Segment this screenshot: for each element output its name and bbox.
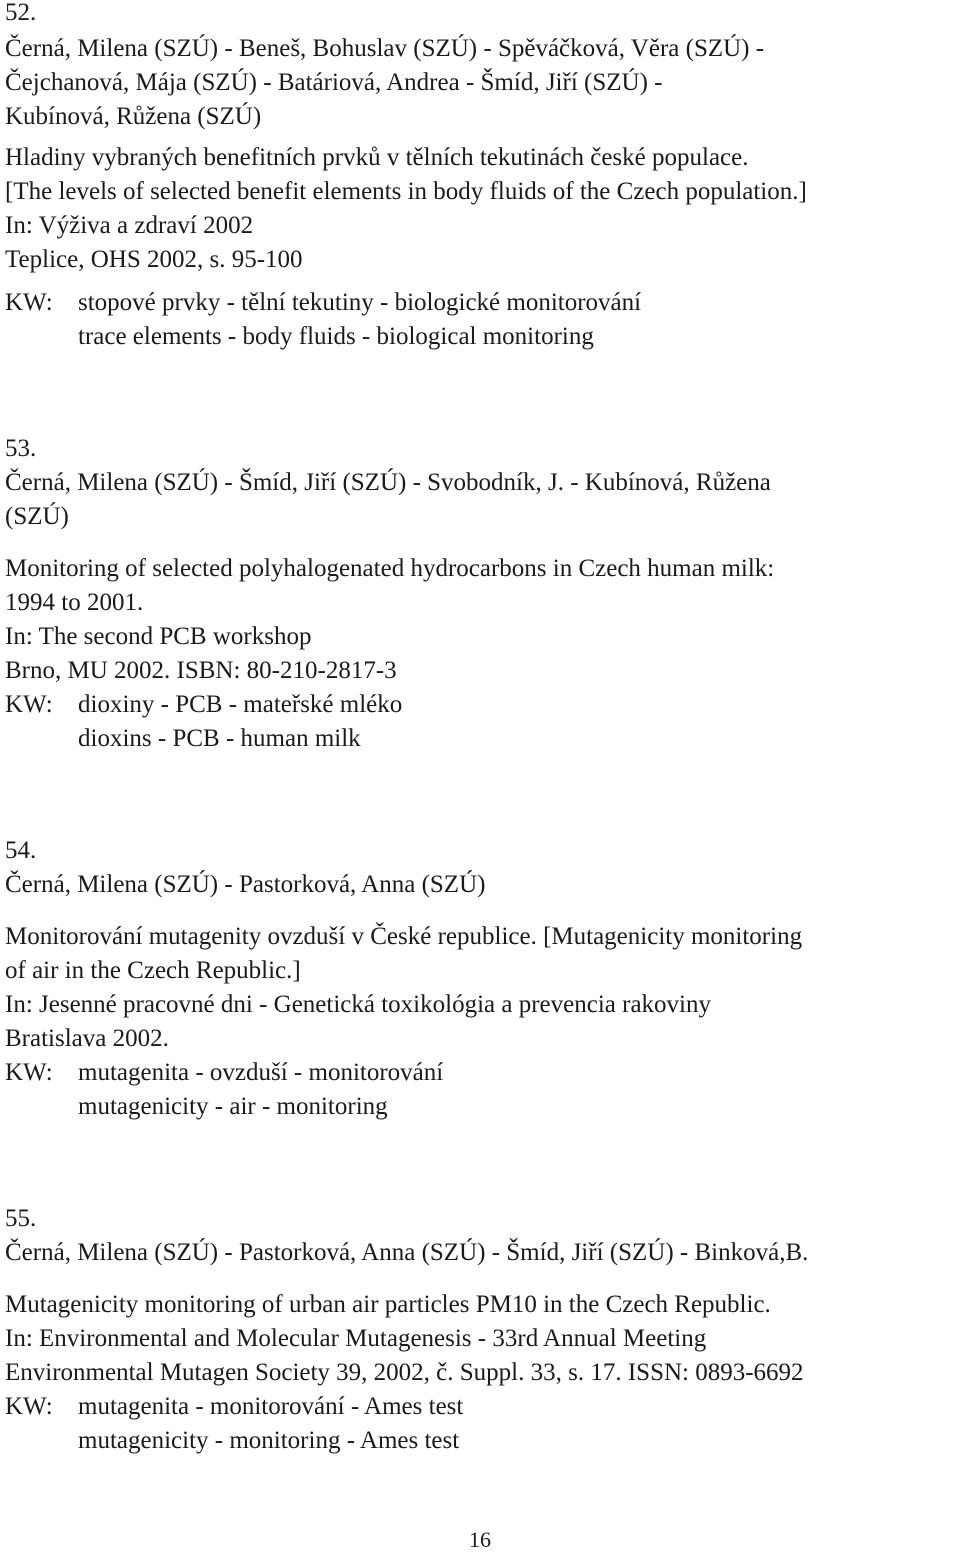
entry-keywords-czech xyxy=(5,688,402,722)
entry-source-line: In: Environmental and Molecular Mutagenesis - 33rd Annual Meeting xyxy=(5,1325,707,1352)
entry-title-line: of air in the Czech Republic.] xyxy=(5,957,301,984)
entry-keywords-czech xyxy=(5,286,641,320)
entry-keywords-english: mutagenicity - air - monitoring xyxy=(78,1093,388,1120)
entry-source-line: Bratislava 2002. xyxy=(5,1025,169,1052)
entry-authors-line: Čejchanová, Mája (SZÚ) - Batáriová, Andrea - Šmíd, Jiří (SZÚ) - xyxy=(5,69,663,96)
keywords-czech-text: stopové prvky - tělní tekutiny - biologické monitorování xyxy=(78,289,642,316)
page-number: 16 xyxy=(469,1527,491,1552)
entry-source-line: In: Jesenné pracovné dni - Genetická toxikológia a prevencia rakoviny xyxy=(5,991,711,1018)
entry-title-line: 1994 to 2001. xyxy=(5,589,144,616)
keywords-label: KW: xyxy=(5,1393,53,1420)
entry-keywords-english: mutagenicity - monitoring - Ames test xyxy=(78,1427,460,1454)
keywords-czech-text: mutagenita - ovzduší - monitorování xyxy=(78,1059,444,1086)
entry-source-line: Brno, MU 2002. ISBN: 80-210-2817-3 xyxy=(5,657,397,684)
keywords-label: KW: xyxy=(5,289,53,316)
entry-authors-line: Černá, Milena (SZÚ) - Beneš, Bohuslav (SZÚ) - Spěváčková, Věra (SZÚ) - xyxy=(5,35,765,62)
entry-number: 55. xyxy=(5,1205,37,1232)
entry-title-line: Mutagenicity monitoring of urban air particles PM10 in the Czech Republic. xyxy=(5,1291,771,1318)
entry-authors-line: Černá, Milena (SZÚ) - Pastorková, Anna (SZÚ) xyxy=(5,871,486,898)
entry-keywords-english: dioxins - PCB - human milk xyxy=(78,725,361,752)
keywords-label: KW: xyxy=(5,1059,53,1086)
entry-keywords-czech xyxy=(5,1390,463,1424)
entry-keywords-czech xyxy=(5,1056,443,1090)
entry-source-line: In: The second PCB workshop xyxy=(5,623,312,650)
entry-authors-line: (SZÚ) xyxy=(5,503,69,530)
keywords-czech-text: mutagenita - monitorování - Ames test xyxy=(78,1393,464,1420)
entry-title-line: Monitoring of selected polyhalogenated hydrocarbons in Czech human milk: xyxy=(5,555,775,582)
entry-title-line: Hladiny vybraných benefitních prvků v tělních tekutinách české populace. xyxy=(5,144,749,171)
entry-number: 52. xyxy=(5,0,37,26)
entry-authors-line: Černá, Milena (SZÚ) - Pastorková, Anna (SZÚ) - Šmíd, Jiří (SZÚ) - Binková,B. xyxy=(5,1239,809,1266)
entry-title-line: [The levels of selected benefit elements in body fluids of the Czech population.] xyxy=(5,178,807,205)
entry-authors-line: Kubínová, Růžena (SZÚ) xyxy=(5,103,262,130)
keywords-czech-text: dioxiny - PCB - mateřské mléko xyxy=(78,691,403,718)
entry-number: 54. xyxy=(5,837,37,864)
entry-title-line: Monitorování mutagenity ovzduší v České republice. [Mutagenicity monitoring xyxy=(5,923,803,950)
entry-source-line: Environmental Mutagen Society 39, 2002, č. Suppl. 33, s. 17. ISSN: 0893-6692 xyxy=(5,1359,804,1386)
entry-source-line: In: Výživa a zdraví 2002 xyxy=(5,212,254,239)
entry-number: 53. xyxy=(5,435,37,462)
entry-keywords-english: trace elements - body fluids - biological monitoring xyxy=(78,323,594,350)
entry-source-line: Teplice, OHS 2002, s. 95-100 xyxy=(5,246,303,273)
keywords-label: KW: xyxy=(5,691,53,718)
entry-authors-line: Černá, Milena (SZÚ) - Šmíd, Jiří (SZÚ) - Svobodník, J. - Kubínová, Růžena xyxy=(5,469,771,496)
